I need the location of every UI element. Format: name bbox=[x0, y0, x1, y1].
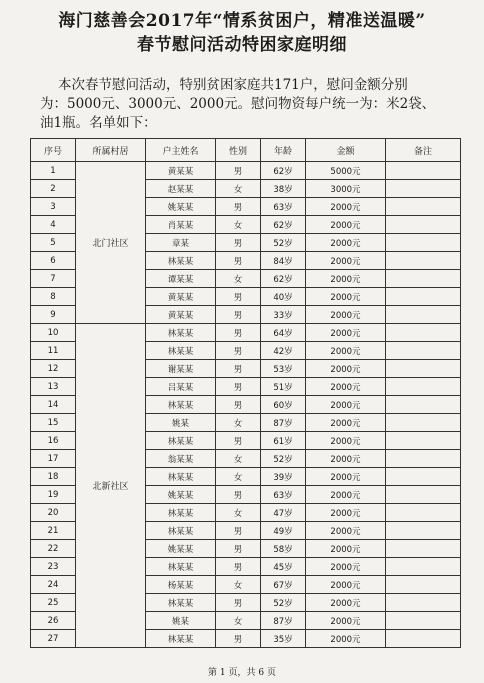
cell-index: 10 bbox=[31, 324, 76, 342]
cell-remark bbox=[386, 540, 461, 558]
cell-gender: 女 bbox=[216, 216, 261, 234]
cell-name: 林某某 bbox=[146, 396, 216, 414]
page-title-line2: 春节慰问活动特困家庭明细 bbox=[137, 35, 347, 55]
cell-age: 39岁 bbox=[261, 468, 306, 486]
page-title-line1: 海门慈善会2017年“情系贫困户，精准送温暖” bbox=[58, 11, 426, 31]
cell-gender: 男 bbox=[216, 288, 261, 306]
cell-age: 62岁 bbox=[261, 162, 306, 180]
cell-remark bbox=[386, 558, 461, 576]
cell-name: 章某 bbox=[146, 234, 216, 252]
cell-amount: 2000元 bbox=[306, 306, 386, 324]
cell-remark bbox=[386, 162, 461, 180]
cell-age: 60岁 bbox=[261, 396, 306, 414]
cell-age: 63岁 bbox=[261, 486, 306, 504]
cell-remark bbox=[386, 414, 461, 432]
cell-amount: 2000元 bbox=[306, 414, 386, 432]
cell-village: 北新社区 bbox=[76, 324, 146, 648]
cell-remark bbox=[386, 198, 461, 216]
cell-gender: 男 bbox=[216, 252, 261, 270]
cell-name: 林某某 bbox=[146, 252, 216, 270]
cell-index: 7 bbox=[31, 270, 76, 288]
cell-age: 62岁 bbox=[261, 216, 306, 234]
cell-age: 67岁 bbox=[261, 576, 306, 594]
cell-name: 林某某 bbox=[146, 432, 216, 450]
column-header-remark: 备注 bbox=[386, 139, 461, 162]
cell-amount: 2000元 bbox=[306, 576, 386, 594]
cell-gender: 女 bbox=[216, 270, 261, 288]
cell-gender: 男 bbox=[216, 324, 261, 342]
cell-index: 17 bbox=[31, 450, 76, 468]
cell-index: 21 bbox=[31, 522, 76, 540]
cell-gender: 男 bbox=[216, 342, 261, 360]
cell-age: 45岁 bbox=[261, 558, 306, 576]
cell-name: 姚某某 bbox=[146, 486, 216, 504]
cell-remark bbox=[386, 270, 461, 288]
cell-amount: 2000元 bbox=[306, 198, 386, 216]
cell-age: 58岁 bbox=[261, 540, 306, 558]
cell-age: 63岁 bbox=[261, 198, 306, 216]
cell-index: 9 bbox=[31, 306, 76, 324]
cell-amount: 3000元 bbox=[306, 180, 386, 198]
cell-gender: 男 bbox=[216, 162, 261, 180]
cell-gender: 男 bbox=[216, 486, 261, 504]
cell-amount: 2000元 bbox=[306, 558, 386, 576]
cell-index: 27 bbox=[31, 630, 76, 648]
cell-index: 25 bbox=[31, 594, 76, 612]
cell-name: 林某某 bbox=[146, 324, 216, 342]
cell-gender: 男 bbox=[216, 540, 261, 558]
cell-amount: 2000元 bbox=[306, 432, 386, 450]
family-roster-table bbox=[30, 138, 461, 648]
cell-remark bbox=[386, 252, 461, 270]
cell-remark bbox=[386, 234, 461, 252]
cell-name: 赵某某 bbox=[146, 180, 216, 198]
cell-gender: 男 bbox=[216, 522, 261, 540]
cell-index: 6 bbox=[31, 252, 76, 270]
cell-name: 黄某某 bbox=[146, 306, 216, 324]
cell-amount: 2000元 bbox=[306, 396, 386, 414]
cell-gender: 男 bbox=[216, 396, 261, 414]
cell-name: 林某某 bbox=[146, 630, 216, 648]
column-header-gender: 性别 bbox=[216, 139, 261, 162]
cell-gender: 女 bbox=[216, 468, 261, 486]
cell-index: 26 bbox=[31, 612, 76, 630]
cell-name: 谢某某 bbox=[146, 360, 216, 378]
cell-amount: 2000元 bbox=[306, 216, 386, 234]
cell-index: 4 bbox=[31, 216, 76, 234]
cell-remark bbox=[386, 594, 461, 612]
cell-amount: 2000元 bbox=[306, 594, 386, 612]
cell-amount: 2000元 bbox=[306, 378, 386, 396]
cell-gender: 男 bbox=[216, 378, 261, 396]
cell-amount: 2000元 bbox=[306, 522, 386, 540]
cell-name: 林某某 bbox=[146, 522, 216, 540]
cell-age: 52岁 bbox=[261, 234, 306, 252]
cell-age: 47岁 bbox=[261, 504, 306, 522]
cell-name: 黄某某 bbox=[146, 162, 216, 180]
cell-amount: 2000元 bbox=[306, 324, 386, 342]
cell-name: 林某某 bbox=[146, 504, 216, 522]
cell-index: 15 bbox=[31, 414, 76, 432]
cell-index: 20 bbox=[31, 504, 76, 522]
cell-index: 1 bbox=[31, 162, 76, 180]
cell-gender: 女 bbox=[216, 504, 261, 522]
cell-age: 61岁 bbox=[261, 432, 306, 450]
cell-amount: 2000元 bbox=[306, 450, 386, 468]
cell-age: 64岁 bbox=[261, 324, 306, 342]
cell-amount: 2000元 bbox=[306, 540, 386, 558]
cell-age: 33岁 bbox=[261, 306, 306, 324]
cell-amount: 2000元 bbox=[306, 360, 386, 378]
intro-line: 本次春节慰问活动，特别贫困家庭共171户，慰问金额分别 bbox=[58, 77, 408, 93]
cell-name: 林某某 bbox=[146, 594, 216, 612]
cell-index: 5 bbox=[31, 234, 76, 252]
cell-index: 3 bbox=[31, 198, 76, 216]
cell-remark bbox=[386, 432, 461, 450]
cell-name: 杨某某 bbox=[146, 576, 216, 594]
cell-remark bbox=[386, 378, 461, 396]
cell-gender: 女 bbox=[216, 576, 261, 594]
cell-age: 52岁 bbox=[261, 450, 306, 468]
cell-amount: 2000元 bbox=[306, 630, 386, 648]
cell-index: 18 bbox=[31, 468, 76, 486]
cell-gender: 男 bbox=[216, 630, 261, 648]
cell-age: 42岁 bbox=[261, 342, 306, 360]
cell-index: 24 bbox=[31, 576, 76, 594]
table-row bbox=[31, 162, 461, 180]
cell-index: 16 bbox=[31, 432, 76, 450]
cell-amount: 2000元 bbox=[306, 468, 386, 486]
cell-village: 北门社区 bbox=[76, 162, 146, 324]
intro-line: 油1瓶。名单如下： bbox=[40, 115, 157, 131]
cell-index: 22 bbox=[31, 540, 76, 558]
cell-index: 11 bbox=[31, 342, 76, 360]
cell-amount: 2000元 bbox=[306, 252, 386, 270]
cell-age: 38岁 bbox=[261, 180, 306, 198]
cell-index: 19 bbox=[31, 486, 76, 504]
cell-name: 肖某某 bbox=[146, 216, 216, 234]
cell-amount: 2000元 bbox=[306, 270, 386, 288]
cell-age: 52岁 bbox=[261, 594, 306, 612]
cell-amount: 2000元 bbox=[306, 234, 386, 252]
cell-amount: 2000元 bbox=[306, 288, 386, 306]
cell-remark bbox=[386, 486, 461, 504]
cell-amount: 2000元 bbox=[306, 486, 386, 504]
cell-remark bbox=[386, 612, 461, 630]
cell-name: 翁某某 bbox=[146, 450, 216, 468]
cell-name: 林某某 bbox=[146, 468, 216, 486]
cell-amount: 2000元 bbox=[306, 342, 386, 360]
table-header-row bbox=[31, 139, 461, 162]
cell-age: 84岁 bbox=[261, 252, 306, 270]
column-header-age: 年龄 bbox=[261, 139, 306, 162]
cell-gender: 男 bbox=[216, 306, 261, 324]
cell-gender: 女 bbox=[216, 450, 261, 468]
cell-amount: 2000元 bbox=[306, 504, 386, 522]
cell-remark bbox=[386, 306, 461, 324]
cell-age: 51岁 bbox=[261, 378, 306, 396]
cell-name: 姚某某 bbox=[146, 540, 216, 558]
cell-name: 姚某 bbox=[146, 612, 216, 630]
table-body bbox=[31, 162, 461, 648]
column-header-name: 户主姓名 bbox=[146, 139, 216, 162]
cell-remark bbox=[386, 360, 461, 378]
cell-gender: 男 bbox=[216, 360, 261, 378]
cell-age: 49岁 bbox=[261, 522, 306, 540]
cell-gender: 男 bbox=[216, 432, 261, 450]
cell-index: 2 bbox=[31, 180, 76, 198]
cell-remark bbox=[386, 288, 461, 306]
cell-age: 35岁 bbox=[261, 630, 306, 648]
cell-name: 姚某某 bbox=[146, 198, 216, 216]
cell-gender: 男 bbox=[216, 198, 261, 216]
cell-name: 黄某某 bbox=[146, 288, 216, 306]
cell-remark bbox=[386, 450, 461, 468]
cell-amount: 2000元 bbox=[306, 612, 386, 630]
cell-remark bbox=[386, 342, 461, 360]
cell-remark bbox=[386, 216, 461, 234]
cell-gender: 男 bbox=[216, 234, 261, 252]
cell-gender: 女 bbox=[216, 180, 261, 198]
cell-gender: 男 bbox=[216, 558, 261, 576]
column-header-index: 序号 bbox=[31, 139, 76, 162]
cell-age: 40岁 bbox=[261, 288, 306, 306]
cell-age: 53岁 bbox=[261, 360, 306, 378]
cell-name: 谭某某 bbox=[146, 270, 216, 288]
cell-name: 林某某 bbox=[146, 558, 216, 576]
cell-gender: 女 bbox=[216, 612, 261, 630]
cell-remark bbox=[386, 630, 461, 648]
cell-remark bbox=[386, 468, 461, 486]
cell-index: 8 bbox=[31, 288, 76, 306]
cell-index: 12 bbox=[31, 360, 76, 378]
page-number: 第 1 页，共 6 页 bbox=[208, 668, 276, 678]
cell-index: 13 bbox=[31, 378, 76, 396]
cell-age: 87岁 bbox=[261, 414, 306, 432]
intro-paragraph bbox=[40, 76, 460, 133]
table-row bbox=[31, 324, 461, 342]
cell-amount: 5000元 bbox=[306, 162, 386, 180]
cell-remark bbox=[386, 576, 461, 594]
cell-remark bbox=[386, 396, 461, 414]
cell-index: 14 bbox=[31, 396, 76, 414]
cell-age: 62岁 bbox=[261, 270, 306, 288]
cell-gender: 女 bbox=[216, 414, 261, 432]
cell-name: 吕某某 bbox=[146, 378, 216, 396]
cell-name: 姚某 bbox=[146, 414, 216, 432]
intro-line: 为：5000元、3000元、2000元。慰问物资每户统一为：米2袋、 bbox=[40, 96, 436, 112]
cell-remark bbox=[386, 180, 461, 198]
column-header-amount: 金额 bbox=[306, 139, 386, 162]
column-header-village: 所属村居 bbox=[76, 139, 146, 162]
cell-remark bbox=[386, 324, 461, 342]
cell-age: 87岁 bbox=[261, 612, 306, 630]
cell-remark bbox=[386, 504, 461, 522]
cell-gender: 男 bbox=[216, 594, 261, 612]
cell-name: 林某某 bbox=[146, 342, 216, 360]
cell-index: 23 bbox=[31, 558, 76, 576]
cell-remark bbox=[386, 522, 461, 540]
